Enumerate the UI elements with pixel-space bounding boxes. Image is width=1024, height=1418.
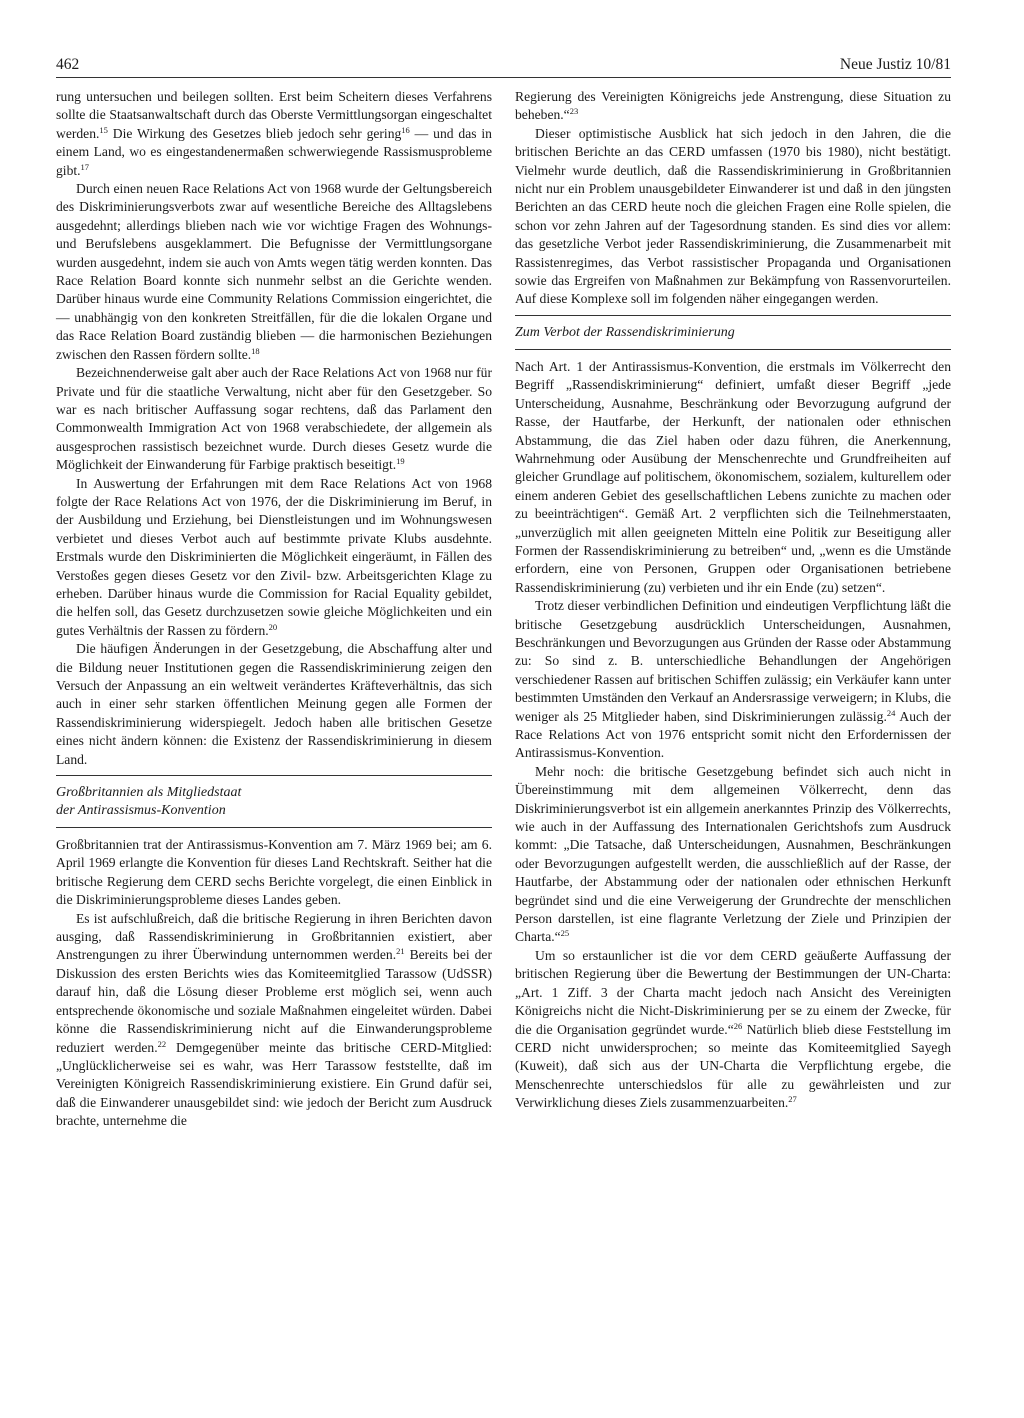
footnote-ref: 19 (396, 456, 405, 467)
text-run: Natürlich blieb diese Feststellung im CERD nicht unwidersprochen; so meinte das Komiteemitglied Sayegh (Kuweit), daß sich aus der UN-Charta die Verpflichtung ergebe, die Menschenrechte unterschiedslos für alle zu gewährleisten und zur Verwirklichung dieses Ziels zusammenzuarbeiten. (515, 1021, 951, 1111)
journal-issue: Neue Justiz 10/81 (839, 56, 951, 73)
paragraph (56, 910, 492, 1131)
text-run: rung untersuchen und beilegen sollten. Erst beim Scheitern dieses Verfahrens sollte die Staatsanwaltschaft durch das Oberste Vermittlungsorgan eingeschaltet werden. (56, 89, 492, 141)
paragraph (515, 358, 951, 597)
header-rule (56, 77, 951, 78)
footnote-ref: 22 (157, 1038, 167, 1049)
paragraph (56, 836, 492, 910)
paragraph (56, 364, 492, 474)
text-run: Auch der Race Relations Act von 1976 entspricht somit nicht den Erfordernissen der Antirassismus-Konvention. (515, 708, 951, 761)
section-heading-line: Zum Verbot der Rassendiskriminierung (515, 324, 735, 340)
footnote-ref: 27 (788, 1094, 797, 1105)
footnote-ref: 21 (396, 946, 405, 957)
text-run: Die Wirkung des Gesetzes blieb jedoch sehr gering (107, 125, 402, 141)
footnote-ref: 18 (251, 345, 260, 356)
footnote-ref: 20 (268, 621, 278, 632)
left-column (56, 88, 492, 1131)
text-run: Demgegenüber meinte das britische CERD-Mitglied: „Unglücklicherweise sei es wahr, was Herr Tarassow feststellte, daß im Vereinigten Königreich Rassendiskriminierung existiere. Ein Grund dafür sei, daß die Einwanderer unausgebildet sind: wie jedoch der Bericht zum Ausdruck brachte, unternehme die (56, 1039, 493, 1129)
text-run: Durch einen neuen Race Relations Act von 1968 wurde der Geltungsbereich des Diskriminierungsverbots zwar auf wesentliche Bereiche des Alltagslebens ausgedehnt; allerdings blieben nach wie vor wichtige Fragen des Wohnungs- und Berufslebens ausgeklammert. Die Befugnisse der Vermittlungsorgane wurden ausgedehnt, indem sie auch von Amts wegen tätig werden konnten. Das Race Relation Board konnte sich nunmehr selbst an die Gerichte wenden. Darüber hinaus wurde eine Community Relations Commission eingerichtet, die — unabhängig von den konkreten Streitfällen, für die die lokalen Organe und das Race Relation Board zuständig blieben — die harmonischen Beziehungen zwischen den Rassen fördern sollte. (56, 181, 492, 362)
footnote-ref: 23 (569, 106, 579, 117)
section-heading-line: Großbritannien als Mitgliedstaat (56, 785, 242, 801)
right-column (515, 88, 951, 1113)
text-run: In Auswertung der Erfahrungen mit dem Race Relations Act von 1968 folgte der Race Relations Act von 1976, der die Diskriminierung im Beruf, in der Ausbildung und Erziehung, bei Dienstleistungen und im Wohnungswesen verbietet und dieses Verbot auch auf bestimmte private Klubs ausdehnte. Erstmals wurde den Diskriminierten die Möglichkeit eingeräumt, in Fällen des Verstoßes gegen dieses Gesetz vor den Zivil- bzw. Arbeitsgerichten Klage zu erheben. Darüber hinaus wurde die Commission for Racial Equality gebildet, die helfen soll, das Gesetz durchzusetzen sowie gleiche Möglichkeiten und ein gutes Verhältnis der Rassen zu fördern. (56, 475, 492, 638)
text-run: Bezeichnenderweise galt aber auch der Race Relations Act von 1968 nur für Private und für die staatliche Verwaltung, nicht aber für den Gesetzgeber. So war es nach britischer Auffassung sogar rechtens, daß das Parlament den Commonwealth Immigration Act von 1968 verabschiedete, der allgemein als ausgesprochen rassistisch bezeichnet wurde. Durch dieses Gesetz wurde die Möglichkeit der Einwanderung für Farbige praktisch beseitigt. (56, 365, 492, 473)
footnote-ref: 26 (733, 1020, 743, 1031)
page-header (56, 52, 951, 78)
text-run: Bereits bei der Diskussion des ersten Berichts wies das Komiteemitglied Tarassow (UdSSR) darauf hin, daß die Lösung dieser Probleme erst möglich sei, wenn auch entsprechende ökonomische und soziale Maßnahmen eingeleitet würden. Dabei könne die Rassendiskriminierung nicht auf die Einwanderungsprobleme reduziert werden. (56, 947, 492, 1055)
paragraph (56, 475, 492, 641)
text-run: Um so erstaunlicher ist die vor dem CERD geäußerte Auffassung der britischen Regierung über die Bewertung der Bestimmungen der UN-Charta: „Art. 1 Ziff. 3 der Charta macht jedoch nach Ansicht des Vereinigten Königreichs nicht die Nicht-Diskriminierung per se zu einem der Zwecke, für die die Organisation gegründet wurde.“ (515, 947, 951, 1037)
paragraph (56, 180, 492, 364)
footnote-ref: 25 (560, 928, 570, 939)
text-run: Es ist aufschlußreich, daß die britische Regierung in ihren Berichten davon ausging, daß Rassendiskriminierung in Großbritannien existiert, aber Anstrengungen zu ihrer Überwindung unternommen werden. (56, 910, 492, 963)
paragraph (515, 947, 951, 1113)
footnote-ref: 16 (401, 124, 410, 135)
paragraph (515, 763, 951, 947)
footnote-ref: 15 (99, 124, 108, 135)
page-number: 462 (56, 56, 80, 73)
paragraph (515, 125, 951, 309)
text-run: Großbritannien trat der Antirassismus-Konvention am 7. März 1969 bei; am 6. April 1969 erlangte die Konvention für dieses Land Rechtskraft. Seither hat die britische Regierung dem CERD sechs Berichte vorgelegt, die einen Einblick in die Diskriminierungsprobleme dieses Landes geben. (56, 837, 492, 908)
section-heading-line: der Antirassismus-Konvention (56, 803, 226, 819)
paragraph (56, 88, 492, 180)
text-run: — und das in einem Land, wo es eingestandenermaßen schwerwiegende Rassismusprobleme gibt. (56, 125, 492, 178)
footnote-ref: 24 (886, 707, 896, 718)
text-run: Regierung des Vereinigten Königreichs jede Anstrengung, diese Situation zu beheben.“ (515, 89, 951, 123)
text-run: Trotz dieser verbindlichen Definition und eindeutigen Verpflichtung läßt die britische Gesetzgebung ausdrücklich Unterscheidungen, Ausnahmen, Beschränkungen und Bevorzugungen aus Gründen der Rasse oder Abstammung zu: So sind z. B. unterschiedliche Behandlungen der Angehörigen verschiedener Rassen auf britischen Schiffen zulässig; ein Verkäufer kann unter bestimmten Umständen den Verkauf an Andersrassige verweigern; in Klubs, die weniger als 25 Mitglieder haben, sind Diskriminierungen zulässig. (515, 598, 951, 724)
paragraph (515, 597, 951, 763)
paragraph (515, 88, 951, 125)
text-run: Dieser optimistische Ausblick hat sich jedoch in den Jahren, die die britischen Berichte an das CERD umfassen (1970 bis 1980), nicht bestätigt. Vielmehr wurde deutlich, daß die Rassendiskriminierung in Großbritannien nicht nur ein Problem unausgebildeter Einwanderer ist und daß in den jüngsten Berichten an das CERD heute noch die gleichen Fragen eine Rolle spielen, die schon vor zehn Jahren auf der Tagesordnung standen. Es sind dies vor allem: das gesetzliche Verbot jeder Rassendiskriminierung, die Zusammenarbeit mit Rassistenregimes, das Verbot rassistischer Propaganda und Organisationen sowie das Ergreifen von Maßnahmen zur Bekämpfung von Rassenvorurteilen. Auf diese Komplexe soll im folgenden näher eingegangen werden. (515, 125, 951, 307)
text-run: Die häufigen Änderungen in der Gesetzgebung, die Abschaffung alter und die Bildung neuer Institutionen gegen die Rassendiskriminierung zeigen den Versuch der Anpassung an ein weltweit verändertes Kräfteverhältnis, das sich auch in einer sehr starken öffentlichen Meinung gegen alle Formen der Rassendiskriminierung widerspiegelt. Jedoch haben alle britischen Gesetze eines nicht ändern können: die Existenz der Rassendiskriminierung in diesem Land. (56, 641, 492, 767)
text-run: Mehr noch: die britische Gesetzgebung befindet sich auch nicht in Übereinstimmung mit dem allgemeinen Völkerrecht, denn das Diskriminierungsverbot ist ein allgemein anerkanntes Prinzip des Völkerrechts, wie auch in der Auffassung des Internationalen Gerichtshofs zum Ausdruck kommt: „Die Tatsache, daß Unterscheidungen, Ausnahmen, Beschränkungen oder Bevorzugungen aufgestellt werden, die ausschließlich auf der Rasse, der Hautfarbe, der Abstammung oder der nationalen oder ethnischen Herkunft begründet sind und die eine Verweigerung der Grundrechte der menschlichen Person darstellen, ist eine flagrante Verletzung der Ziele und Prinzipien der Charta.“ (515, 763, 951, 945)
paragraph (56, 640, 492, 769)
section-heading (515, 315, 951, 350)
footnote-ref: 17 (80, 161, 90, 172)
section-heading (56, 775, 492, 828)
text-run: Nach Art. 1 der Antirassismus-Konvention, die erstmals im Völkerrecht den Begriff „Rassendiskriminierung“ definiert, umfaßt dieser Begriff „jede Unterscheidung, Ausnahme, Beschränkung oder Bevorzugung aufgrund der Rasse, der Hautfarbe, der Herkunft, der nationalen oder ethnischen Abstammung, die das Ziel haben oder dazu führen, die Anerkennung, Wahrnehmung oder Ausübung der Menschenrechte und Grundfreiheiten auf gleicher Grundlage auf politischem, ökonomischem, sozialem, kulturellem oder einem anderen Gebiet des gesellschaftlichen Lebens zunichte zu machen oder zu beeinträchtigen“. Gemäß Art. 2 verpflichten sich die Teilnehmerstaaten, „unverzüglich mit allen geeigneten Mitteln eine Politik zur Beseitigung aller Formen der Rassendiskriminierung zu betreiben“ und, „wenn es die Umstände erfordern, eine von Personen, Gruppen oder Organisationen betriebene Rassendiskriminierung (zu) verbieten und ihr ein Ende (zu) setzen“. (515, 358, 951, 595)
